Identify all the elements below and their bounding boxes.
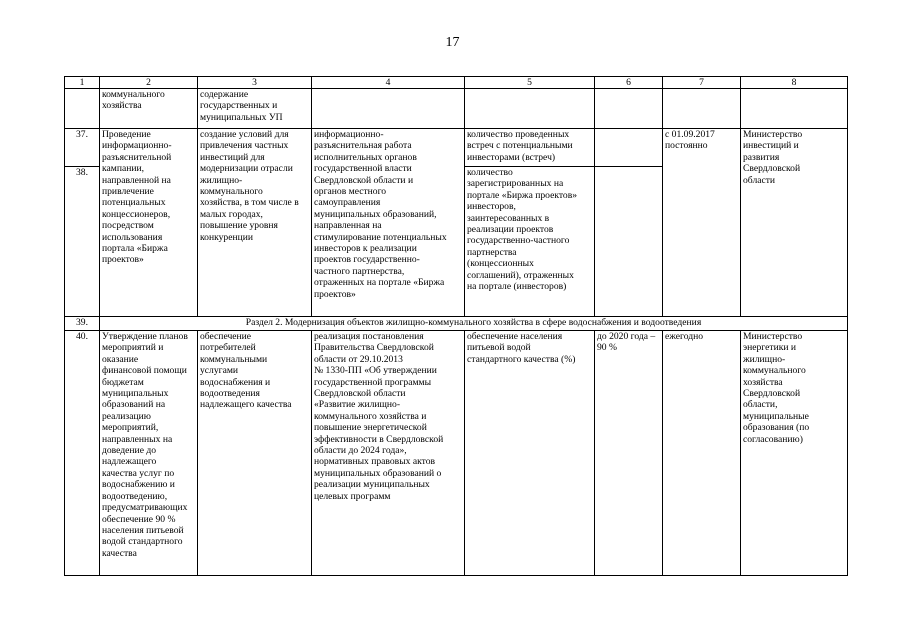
header-cell-7: 7 [663, 77, 741, 89]
row-number: 40. [65, 331, 100, 576]
cell-indicator [465, 89, 595, 129]
cell-content: реализация постановления Правительства Свердловской области от 29.10.2013 № 1330-ПП «Об утверждении государственной программы Свердловской области «Развитие жилищно- коммунального хозяйства и повышение энергетической эффективности в Свердловской области до 2024 года», нормативных правовых актов муниципальных образований о реализации муниципальных целевых программ [312, 331, 465, 576]
cell-indicator: обеспечение населения питьевой водой стандартного качества (%) [465, 331, 595, 576]
header-cell-6: 6 [595, 77, 663, 89]
cell-responsible: Министерство инвестиций и развития Свердловской области [741, 129, 848, 317]
cell-target: до 2020 года – 90 % [595, 331, 663, 576]
cell-responsible [741, 89, 848, 129]
row-number: 37. [65, 129, 100, 167]
header-cell-2: 2 [100, 77, 198, 89]
cell-content: информационно- разъяснительная работа исполнительных органов государственной власти Свердловской области и органов местного самоуправления муниципальных образований, направленная на стимулирование потенциальных инвесторов к реализации проектов государственно- частного партнерства, отраженных на портале «Биржа проектов» [312, 129, 465, 317]
cell-activity: Утверждение планов мероприятий и оказание финансовой помощи бюджетам муниципальных образований на реализацию мероприятий, направленных на доведение до надлежащего качества услуг по водоснабжению и водоотведению, предусматривающих обеспечение 90 % населения питьевой водой стандартного качества [100, 331, 198, 576]
table-row-40 [65, 331, 848, 576]
cell-deadline: с 01.09.2017 постоянно [663, 129, 741, 317]
header-cell-5: 5 [465, 77, 595, 89]
header-row [65, 77, 848, 89]
cell-responsible: Министерство энергетики и жилищно- коммунального хозяйства Свердловской области, муниципальные образования (по согласованию) [741, 331, 848, 576]
table-row-continued [65, 89, 848, 129]
cell-deadline: ежегодно [663, 331, 741, 576]
cell-deadline [663, 89, 741, 129]
cell-indicator: количество зарегистрированных на портале «Биржа проектов» инвесторов, заинтересованных в реализации проектов государственно-частного партнерства (концессионных соглашений), отраженных на портале (инвесторов) [465, 167, 595, 317]
header-cell-1: 1 [65, 77, 100, 89]
header-cell-4: 4 [312, 77, 465, 89]
table-row-39 [65, 317, 848, 331]
cell-content [312, 89, 465, 129]
page-number: 17 [445, 35, 460, 50]
cell-indicator: количество проведенных встреч с потенциальными инвесторами (встреч) [465, 129, 595, 167]
section-title: Раздел 2. Модернизация объектов жилищно-коммунального хозяйства в сфере водоснабжения и водоотведения [100, 317, 848, 331]
header-cell-3: 3 [198, 77, 312, 89]
cell-activity: коммунального хозяйства [100, 89, 198, 129]
cell-goal: обеспечение потребителей коммунальными услугами водоснабжения и водоотведения надлежащего качества [198, 331, 312, 576]
cell-goal: создание условий для привлечения частных инвестиций для модернизации отрасли жилищно- коммунального хозяйства, в том числе в малых городах, повышение уровня конкуренции [198, 129, 312, 317]
row-number: 38. [65, 167, 100, 317]
cell-target [595, 89, 663, 129]
cell-target [595, 167, 663, 317]
header-cell-8: 8 [741, 77, 848, 89]
cell-target [595, 129, 663, 167]
cell-activity: Проведение информационно- разъяснительной кампании, направленной на привлечение потенциальных концессионеров, посредством использования портала «Биржа проектов» [100, 129, 198, 317]
cell-num [65, 89, 100, 129]
measures-table [64, 76, 848, 576]
cell-goal: содержание государственных и муниципальных УП [198, 89, 312, 129]
table-row-37 [65, 129, 848, 167]
row-number: 39. [65, 317, 100, 331]
